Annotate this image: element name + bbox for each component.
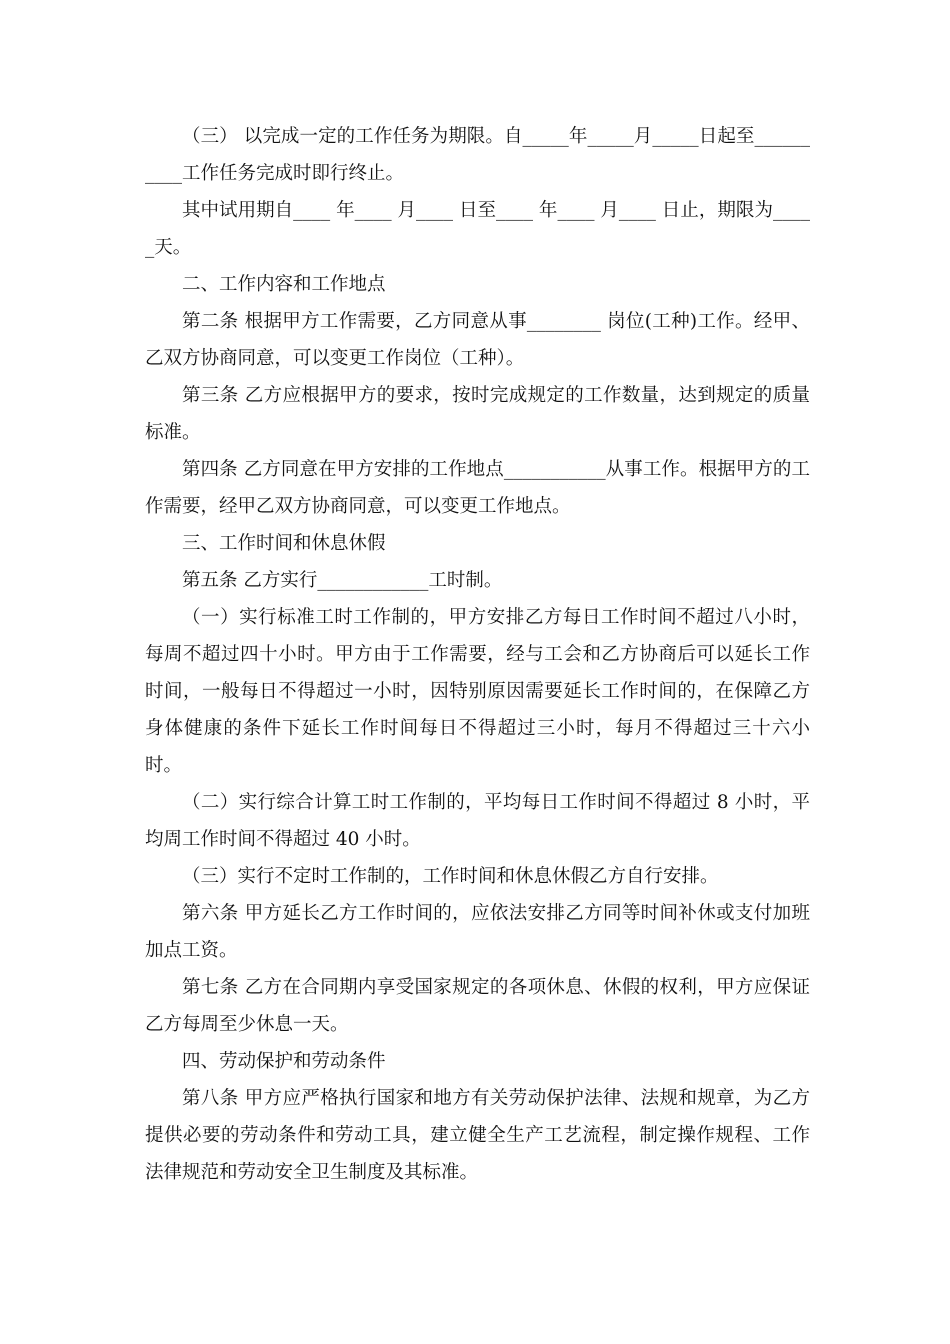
paragraph-standard-hours: （一）实行标准工时工作制的，甲方安排乙方每日工作时间不超过八小时，每周不超过四十小时。甲方由于工作需要，经与工会和乙方协商后可以延长工作时间，一般每日不得超过一小时，因特别原因需要延长工作时间的，在保障乙方身体健康的条件下延长工作时间每日不得超过三小时，每月不得超过三十六小时。: [145, 607, 810, 776]
paragraph-task-term: （三） 以完成一定的工作任务为期限。自_____年_____月_____日起至__________工作任务完成时即行终止。: [145, 126, 810, 184]
section-heading-work-time: 三、工作时间和休息休假: [182, 533, 386, 554]
paragraph-article-3: 第三条 乙方应根据甲方的要求，按时完成规定的工作数量，达到规定的质量标准。: [145, 385, 810, 443]
paragraph-article-6: 第六条 甲方延长乙方工作时间的，应依法安排乙方同等时间补休或支付加班加点工资。: [145, 903, 810, 961]
paragraph-article-4: 第四条 乙方同意在甲方安排的工作地点___________从事工作。根据甲方的工作需要，经甲乙双方协商同意，可以变更工作地点。: [145, 459, 810, 517]
paragraph-flexible-hours: （三）实行不定时工作制的，工作时间和休息休假乙方自行安排。: [182, 866, 719, 887]
section-heading-labor-protection: 四、劳动保护和劳动条件: [182, 1051, 386, 1072]
document-body: [145, 118, 810, 1191]
paragraph-article-5: 第五条 乙方实行____________工时制。: [182, 570, 503, 591]
paragraph-article-7: 第七条 乙方在合同期内享受国家规定的各项休息、休假的权利，甲方应保证乙方每周至少休息一天。: [145, 977, 810, 1035]
paragraph-probation: 其中试用期自____ 年____ 月____ 日至____ 年____ 月____ 日止，期限为_____天。: [145, 200, 810, 258]
paragraph-comprehensive-hours: （二）实行综合计算工时工作制的，平均每日工作时间不得超过 8 小时，平均周工作时间不得超过 40 小时。: [145, 792, 810, 850]
paragraph-article-2: 第二条 根据甲方工作需要，乙方同意从事________ 岗位(工种)工作。经甲、乙双方协商同意，可以变更工作岗位（工种）。: [145, 311, 810, 369]
section-heading-work-content: 二、工作内容和工作地点: [182, 274, 386, 295]
paragraph-article-8: 第八条 甲方应严格执行国家和地方有关劳动保护法律、法规和规章，为乙方提供必要的劳动条件和劳动工具，建立健全生产工艺流程，制定操作规程、工作法律规范和劳动安全卫生制度及其标准。: [145, 1088, 810, 1183]
